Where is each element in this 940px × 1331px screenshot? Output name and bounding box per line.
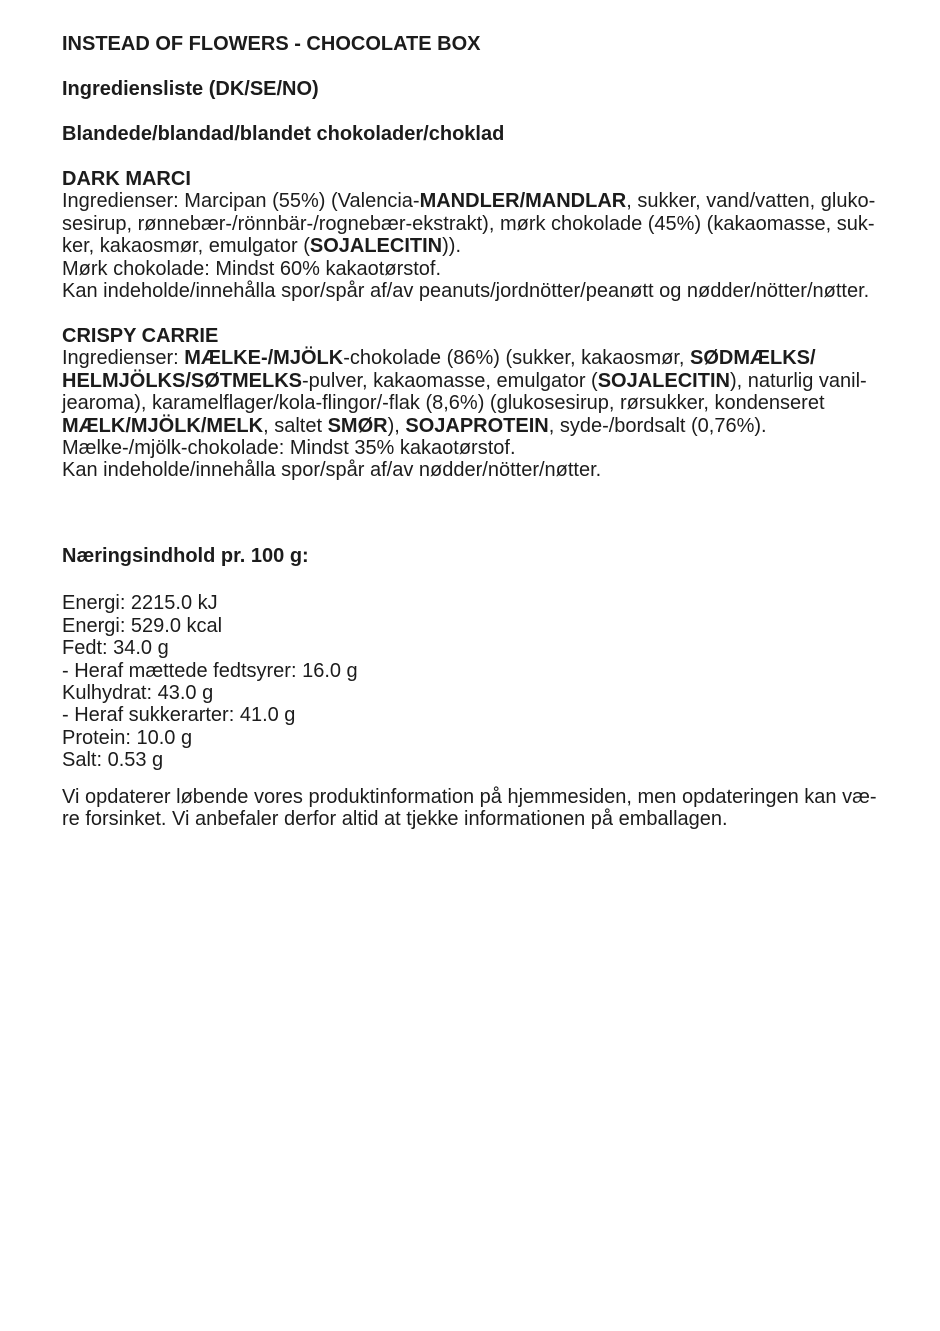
text-line: [62, 704, 892, 726]
text-run: )).: [442, 235, 462, 258]
text-run: Vi opdaterer løbende vores produktinformation på hjemmesiden, men opdateringen kan væ-: [62, 785, 877, 808]
text-run: Protein: 10.0 g: [62, 726, 193, 749]
text-run: sesirup, rønnebær-/rönnbär-/rognebær-ekstrakt), mørk chokolade (45%) (kakaomasse, suk-: [62, 212, 875, 235]
product-heading-dark-marci: DARK MARCI: [62, 168, 191, 190]
text-line: [62, 749, 892, 771]
text-run: Energi: 529.0 kcal: [62, 614, 223, 637]
text-line: [62, 213, 892, 235]
product-heading-crispy-carrie: CRISPY CARRIE: [62, 325, 219, 348]
bold-text-run: SØDMÆLKS/: [689, 347, 816, 370]
text-line: [62, 682, 892, 704]
text-run: -pulver, kakaomasse, emulgator (: [302, 369, 598, 392]
text-run: Kan indeholde/innehålla spor/spår af/av nødder/nötter/nøtter.: [62, 459, 602, 482]
text-line: [62, 392, 892, 414]
nutrition-rows: [62, 592, 892, 771]
text-run: Salt: 0.53 g: [62, 749, 164, 772]
section-crispy-carrie: [62, 325, 892, 482]
text-run: Mælke-/mjölk-chokolade: Mindst 35% kakaotørstof.: [62, 437, 516, 460]
text-run: Kan indeholde/innehålla spor/spår af/av peanuts/jordnötter/peanøtt og nødder/nötter/nøtter.: [62, 280, 870, 303]
text-run: -chokolade (86%) (sukker, kakaosmør,: [343, 347, 690, 370]
text-line: [62, 637, 892, 659]
bold-text-run: SOJAPROTEIN: [405, 414, 549, 437]
bold-text-run: HELMJÖLKS/SØTMELKS: [62, 369, 303, 392]
text-line: [62, 727, 892, 749]
product-ingredients-dark-marci: [62, 190, 892, 302]
text-line: [62, 437, 892, 459]
bold-text-run: MANDLER/MANDLAR: [419, 190, 627, 213]
text-run: re forsinket. Vi anbefaler derfor altid at tjekke informationen på emballagen.: [62, 807, 728, 830]
text-line: [62, 459, 892, 481]
text-run: , sukker, vand/vatten, gluko-: [626, 190, 876, 213]
text-line: [62, 235, 892, 257]
product-ingredients-crispy-carrie: [62, 347, 892, 481]
bold-text-run: SMØR: [327, 414, 388, 437]
text-run: jearoma), karamelflager/kola-flingor/-flak (8,6%) (glukosesirup, rørsukker, kondenseret: [62, 392, 825, 415]
ingredients-list-title: Ingrediensliste (DK/SE/NO): [62, 78, 319, 100]
disclaimer-text: [62, 786, 892, 831]
text-run: Ingredienser: Marcipan (55%) (Valencia-: [62, 190, 420, 213]
bold-text-run: MÆLKE-/MJÖLK: [184, 347, 344, 370]
text-line: [62, 370, 892, 392]
text-run: Mørk chokolade: Mindst 60% kakaotørstof.: [62, 257, 442, 280]
bold-text-run: SOJALECITIN: [309, 235, 443, 258]
text-line: [62, 190, 892, 212]
text-run: , syde-/bordsalt (0,76%).: [548, 414, 767, 437]
text-line: [62, 415, 892, 437]
text-run: ), naturlig vanil-: [729, 369, 867, 392]
text-line: [62, 280, 892, 302]
text-run: Ingredienser:: [62, 347, 185, 370]
bold-text-run: SOJALECITIN: [597, 369, 730, 392]
text-run: - Heraf mættede fedtsyrer: 16.0 g: [62, 659, 358, 682]
bold-text-run: MÆLK/MJÖLK/MELK: [62, 414, 264, 437]
text-line: [62, 786, 892, 808]
text-run: Kulhydrat: 43.0 g: [62, 681, 214, 704]
assortment-heading: Blandede/blandad/blandet chokolader/choklad: [62, 123, 505, 145]
text-run: ker, kakaosmør, emulgator (: [62, 235, 310, 258]
text-line: [62, 592, 892, 614]
nutrition-section: [62, 545, 892, 772]
text-run: ),: [387, 414, 406, 437]
text-run: Fedt: 34.0 g: [62, 637, 169, 660]
text-line: [62, 808, 892, 830]
text-line: [62, 347, 892, 369]
page-title: INSTEAD OF FLOWERS - CHOCOLATE BOX: [62, 33, 481, 55]
text-line: [62, 660, 892, 682]
section-dark-marci: [62, 168, 892, 302]
text-run: Energi: 2215.0 kJ: [62, 592, 218, 615]
text-run: - Heraf sukkerarter: 41.0 g: [62, 704, 296, 727]
text-line: [62, 615, 892, 637]
nutrition-heading: Næringsindhold pr. 100 g:: [62, 544, 309, 567]
text-run: , saltet: [263, 414, 328, 437]
text-line: [62, 258, 892, 280]
